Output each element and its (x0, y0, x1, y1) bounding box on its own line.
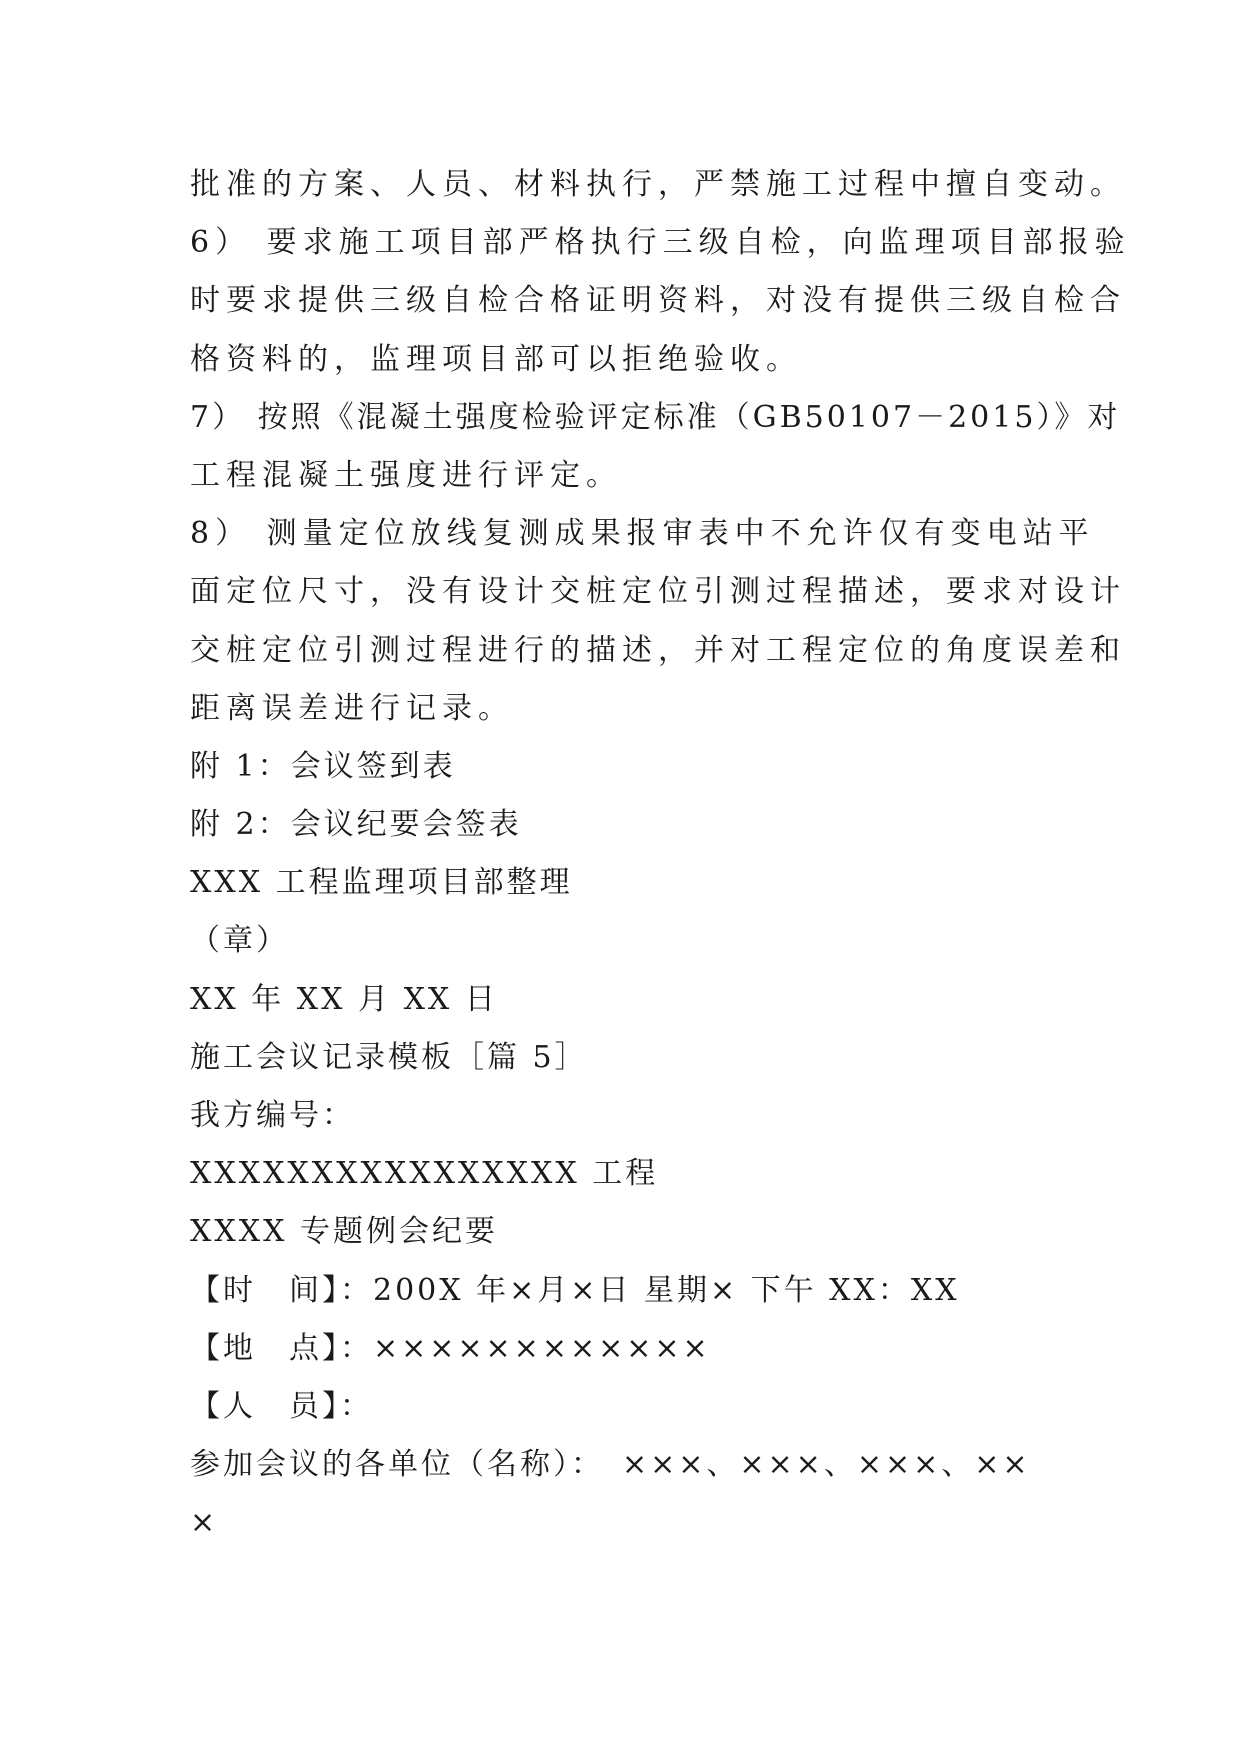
meeting-location: 【地 点】：×××××××××××× (190, 1330, 711, 1366)
reference-number: 我方编号： (190, 1098, 355, 1133)
text-line: 6） 要求施工项目部严格执行三级自检，向监理项目部报验 (190, 225, 1131, 261)
text-line: 距离误差进行记录。 (190, 690, 514, 726)
text-line: 批准的方案、人员、材料执行，严禁施工过程中擅自变动。 (190, 167, 1126, 202)
text-line: 7） 按照《混凝土强度检验评定标准（GB50107－2015）》对 (190, 399, 1121, 435)
section-title: 施工会议记录模板［篇 5］ (190, 1039, 588, 1075)
text-line: 工程混凝土强度进行评定。 (190, 457, 622, 493)
date-line: XX 年 XX 月 XX 日 (190, 981, 498, 1017)
text-line: 8） 测量定位放线复测成果报审表中不允许仅有变电站平 (190, 516, 1095, 552)
participating-units: 参加会议的各单位（名称）： ×××、×××、×××、×× (190, 1447, 1031, 1483)
organizer-line: XXX 工程监理项目部整理 (190, 865, 573, 901)
project-name: XXXXXXXXXXXXXXXX 工程 (190, 1156, 659, 1192)
meeting-personnel: 【人 员】： (190, 1388, 373, 1424)
seal-line: （章） (190, 923, 289, 959)
text-line: 面定位尺寸，没有设计交桩定位引测过程描述，要求对设计 (190, 574, 1126, 610)
text-line: 交桩定位引测过程进行的描述，并对工程定位的角度误差和 (190, 632, 1126, 668)
attachment-2: 附 2：会议纪要会签表 (190, 807, 522, 843)
attachment-1: 附 1：会议签到表 (190, 748, 456, 784)
participating-units-continued: × (190, 1505, 219, 1541)
minutes-title: XXXX 专题例会纪要 (190, 1214, 498, 1250)
meeting-time: 【时 间】：200X 年×月×日 星期× 下午 XX：XX (190, 1272, 960, 1308)
text-line: 格资料的，监理项目部可以拒绝验收。 (190, 341, 802, 377)
document-body (190, 156, 1131, 1553)
text-line: 时要求提供三级自检合格证明资料，对没有提供三级自检合 (190, 283, 1126, 319)
